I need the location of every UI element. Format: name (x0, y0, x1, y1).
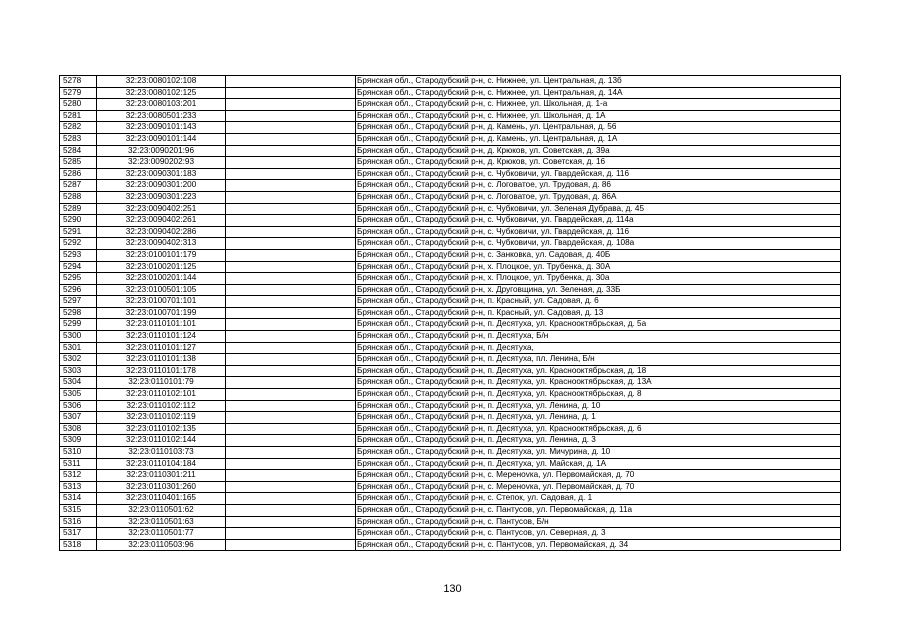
row-number-cell: 5289 (60, 203, 97, 215)
cadastral-number-cell: 32:23:0110101:124 (97, 331, 226, 343)
cadastral-number-cell: 32:23:0100701:199 (97, 307, 226, 319)
row-number-cell: 5280 (60, 99, 97, 111)
empty-cell (226, 238, 356, 250)
cadastral-number-cell: 32:23:0090402:261 (97, 215, 226, 227)
empty-cell (226, 110, 356, 122)
address-cell: Брянская обл., Стародубский р-н, с. Меренovка, ул. Первомайская, д. 70 (356, 481, 841, 493)
row-number-cell: 5310 (60, 447, 97, 459)
empty-cell (226, 76, 356, 88)
address-cell: Брянская обл., Стародубский р-н, п. Десятуха, ул. Краснооктябрьская, д. 18 (356, 365, 841, 377)
empty-cell (226, 528, 356, 540)
address-cell: Брянская обл., Стародубский р-н, п. Десятуха, ул. Краснооктябрьская, д. 6 (356, 423, 841, 435)
table-row (60, 504, 841, 516)
table-row (60, 99, 841, 111)
address-cell: Брянская обл., Стародубский р-н, х. Друговщина, ул. Зеленая, д. 33Б (356, 284, 841, 296)
table-row (60, 435, 841, 447)
address-cell: Брянская обл., Стародубский р-н, с. Чубковичи, ул. Гвардейская, д. 116 (356, 226, 841, 238)
address-cell: Брянская обл., Стародубский р-н, с. Занковка, ул. Садовая, д. 40Б (356, 249, 841, 261)
cadastral-number-cell: 32:23:0110102:144 (97, 435, 226, 447)
table-row (60, 180, 841, 192)
empty-cell (226, 342, 356, 354)
empty-cell (226, 99, 356, 111)
empty-cell (226, 481, 356, 493)
address-cell: Брянская обл., Стародубский р-н, с. Чубковичи, ул. Гвардейская, д. 116 (356, 168, 841, 180)
table-row (60, 412, 841, 424)
table-row (60, 261, 841, 273)
cadastral-number-cell: 32:23:0100201:125 (97, 261, 226, 273)
empty-cell (226, 435, 356, 447)
empty-cell (226, 354, 356, 366)
empty-cell (226, 168, 356, 180)
cadastral-number-cell: 32:23:0090101:144 (97, 133, 226, 145)
row-number-cell: 5309 (60, 435, 97, 447)
address-cell: Брянская обл., Стародубский р-н, с. Чубковичи, ул. Гвардейская, д. 108а (356, 238, 841, 250)
cadastral-number-cell: 32:23:0100201:144 (97, 273, 226, 285)
empty-cell (226, 458, 356, 470)
empty-cell (226, 493, 356, 505)
cadastral-number-cell: 32:23:0100501:105 (97, 284, 226, 296)
empty-cell (226, 412, 356, 424)
cadastral-number-cell: 32:23:0110102:119 (97, 412, 226, 424)
table-row (60, 539, 841, 551)
cadastral-number-cell: 32:23:0080103:201 (97, 99, 226, 111)
cadastral-number-cell: 32:23:0110101:101 (97, 319, 226, 331)
table-row (60, 470, 841, 482)
row-number-cell: 5297 (60, 296, 97, 308)
empty-cell (226, 539, 356, 551)
row-number-cell: 5290 (60, 215, 97, 227)
address-cell: Брянская обл., Стародубский р-н, п. Красный, ул. Садовая, д. 6 (356, 296, 841, 308)
empty-cell (226, 122, 356, 134)
row-number-cell: 5318 (60, 539, 97, 551)
cadastral-number-cell: 32:23:0110102:135 (97, 423, 226, 435)
empty-cell (226, 157, 356, 169)
row-number-cell: 5302 (60, 354, 97, 366)
cadastral-number-cell: 32:23:0110401:165 (97, 493, 226, 505)
table-row (60, 191, 841, 203)
table-row (60, 273, 841, 285)
table-row (60, 133, 841, 145)
empty-cell (226, 307, 356, 319)
address-cell: Брянская обл., Стародубский р-н, п. Красный, ул. Садовая, д. 13 (356, 307, 841, 319)
cadastral-number-cell: 32:23:0090202:93 (97, 157, 226, 169)
row-number-cell: 5291 (60, 226, 97, 238)
table-row (60, 307, 841, 319)
registry-table-body (60, 76, 841, 551)
table-row (60, 389, 841, 401)
row-number-cell: 5284 (60, 145, 97, 157)
cadastral-number-cell: 32:23:0110101:127 (97, 342, 226, 354)
table-row (60, 481, 841, 493)
cadastral-number-cell: 32:23:0110503:96 (97, 539, 226, 551)
table-row (60, 157, 841, 169)
row-number-cell: 5294 (60, 261, 97, 273)
table-row (60, 377, 841, 389)
table-row (60, 493, 841, 505)
row-number-cell: 5286 (60, 168, 97, 180)
cadastral-number-cell: 32:23:0110101:138 (97, 354, 226, 366)
row-number-cell: 5308 (60, 423, 97, 435)
address-cell: Брянская обл., Стародубский р-н, п. Десятуха, ул. Ленина, д. 3 (356, 435, 841, 447)
address-cell: Брянская обл., Стародубский р-н, с. Логоватое, ул. Трудовая, д. 86 (356, 180, 841, 192)
table-row (60, 203, 841, 215)
cadastral-number-cell: 32:23:0090301:223 (97, 191, 226, 203)
address-cell: Брянская обл., Стародубский р-н, д. Крюков, ул. Советская, д. 16 (356, 157, 841, 169)
cadastral-number-cell: 32:23:0110101:79 (97, 377, 226, 389)
cadastral-number-cell: 32:23:0080102:108 (97, 76, 226, 88)
row-number-cell: 5313 (60, 481, 97, 493)
table-row (60, 342, 841, 354)
row-number-cell: 5315 (60, 504, 97, 516)
empty-cell (226, 226, 356, 238)
address-cell: Брянская обл., Стародубский р-н, с. Пантусов, ул. Северная, д. 3 (356, 528, 841, 540)
registry-table (59, 75, 841, 551)
cadastral-number-cell: 32:23:0110301:260 (97, 481, 226, 493)
address-cell: Брянская обл., Стародубский р-н, с. Чубковичи, ул. Гвардейская, д. 114а (356, 215, 841, 227)
address-cell: Брянская обл., Стародубский р-н, п. Десятуха, ул. Краснооктябрьская, д. 5а (356, 319, 841, 331)
row-number-cell: 5295 (60, 273, 97, 285)
cadastral-number-cell: 32:23:0100101:179 (97, 249, 226, 261)
address-cell: Брянская обл., Стародубский р-н, п. Десятуха, (356, 342, 841, 354)
table-row (60, 365, 841, 377)
address-cell: Брянская обл., Стародубский р-н, д. Крюков, ул. Советская, д. 39а (356, 145, 841, 157)
empty-cell (226, 249, 356, 261)
empty-cell (226, 331, 356, 343)
row-number-cell: 5304 (60, 377, 97, 389)
empty-cell (226, 447, 356, 459)
row-number-cell: 5303 (60, 365, 97, 377)
table-row (60, 238, 841, 250)
row-number-cell: 5300 (60, 331, 97, 343)
table-row (60, 145, 841, 157)
row-number-cell: 5305 (60, 389, 97, 401)
row-number-cell: 5301 (60, 342, 97, 354)
address-cell: Брянская обл., Стародубский р-н, с. Нижнее, ул. Школьная, д. 1А (356, 110, 841, 122)
table-row (60, 249, 841, 261)
empty-cell (226, 319, 356, 331)
page-number: 130 (443, 583, 462, 595)
table-row (60, 447, 841, 459)
empty-cell (226, 377, 356, 389)
address-cell: Брянская обл., Стародубский р-н, п. Десятуха, ул. Краснооктябрьская, д. 13А (356, 377, 841, 389)
table-row (60, 122, 841, 134)
row-number-cell: 5285 (60, 157, 97, 169)
cadastral-number-cell: 32:23:0080501:233 (97, 110, 226, 122)
row-number-cell: 5316 (60, 516, 97, 528)
table-row (60, 168, 841, 180)
empty-cell (226, 215, 356, 227)
address-cell: Брянская обл., Стародубский р-н, п. Десятуха, Б/н (356, 331, 841, 343)
cadastral-number-cell: 32:23:0110301:211 (97, 470, 226, 482)
address-cell: Брянская обл., Стародубский р-н, п. Десятуха, ул. Ленина, д. 10 (356, 400, 841, 412)
empty-cell (226, 87, 356, 99)
cadastral-number-cell: 32:23:0080102:125 (97, 87, 226, 99)
cadastral-number-cell: 32:23:0110101:178 (97, 365, 226, 377)
cadastral-number-cell: 32:23:0090402:313 (97, 238, 226, 250)
row-number-cell: 5278 (60, 76, 97, 88)
table-row (60, 110, 841, 122)
table-row (60, 284, 841, 296)
table-row (60, 319, 841, 331)
address-cell: Брянская обл., Стародубский р-н, с. Пантусов, Б/н (356, 516, 841, 528)
empty-cell (226, 133, 356, 145)
empty-cell (226, 180, 356, 192)
cadastral-number-cell: 32:23:0090301:200 (97, 180, 226, 192)
row-number-cell: 5292 (60, 238, 97, 250)
table-row (60, 226, 841, 238)
table-row (60, 215, 841, 227)
address-cell: Брянская обл., Стародубский р-н, п. Десятуха, ул. Ленина, д. 1 (356, 412, 841, 424)
empty-cell (226, 261, 356, 273)
table-row (60, 423, 841, 435)
row-number-cell: 5279 (60, 87, 97, 99)
empty-cell (226, 516, 356, 528)
cadastral-number-cell: 32:23:0090201:96 (97, 145, 226, 157)
row-number-cell: 5306 (60, 400, 97, 412)
table-row (60, 516, 841, 528)
address-cell: Брянская обл., Стародубский р-н, п. Десятуха, пл. Ленина, Б/н (356, 354, 841, 366)
row-number-cell: 5299 (60, 319, 97, 331)
cadastral-number-cell: 32:23:0110501:63 (97, 516, 226, 528)
row-number-cell: 5293 (60, 249, 97, 261)
address-cell: Брянская обл., Стародубский р-н, с. Логоватое, ул. Трудовая, д. 86А (356, 191, 841, 203)
address-cell: Брянская обл., Стародубский р-н, п. Десятуха, ул. Мичурина, д. 10 (356, 447, 841, 459)
address-cell: Брянская обл., Стародубский р-н, х. Плоцкое, ул. Трубенка, д. 30А (356, 261, 841, 273)
address-cell: Брянская обл., Стародубский р-н, с. Чубковичи, ул. Зеленая Дубрава, д. 45 (356, 203, 841, 215)
empty-cell (226, 365, 356, 377)
empty-cell (226, 400, 356, 412)
empty-cell (226, 273, 356, 285)
row-number-cell: 5314 (60, 493, 97, 505)
empty-cell (226, 423, 356, 435)
table-row (60, 528, 841, 540)
cadastral-number-cell: 32:23:0110102:112 (97, 400, 226, 412)
cadastral-number-cell: 32:23:0110501:77 (97, 528, 226, 540)
row-number-cell: 5281 (60, 110, 97, 122)
row-number-cell: 5312 (60, 470, 97, 482)
empty-cell (226, 470, 356, 482)
row-number-cell: 5296 (60, 284, 97, 296)
empty-cell (226, 296, 356, 308)
address-cell: Брянская обл., Стародубский р-н, с. Пантусов, ул. Первомайская, д. 34 (356, 539, 841, 551)
row-number-cell: 5317 (60, 528, 97, 540)
address-cell: Брянская обл., Стародубский р-н, с. Степок, ул. Садовая, д. 1 (356, 493, 841, 505)
address-cell: Брянская обл., Стародубский р-н, д. Камень, ул. Центральная, д. 1А (356, 133, 841, 145)
cadastral-number-cell: 32:23:0110102:101 (97, 389, 226, 401)
address-cell: Брянская обл., Стародубский р-н, с. Нижнее, ул. Центральная, д. 14А (356, 87, 841, 99)
row-number-cell: 5287 (60, 180, 97, 192)
table-row (60, 76, 841, 88)
table-row (60, 87, 841, 99)
cadastral-number-cell: 32:23:0110103:73 (97, 447, 226, 459)
table-row (60, 458, 841, 470)
empty-cell (226, 145, 356, 157)
cadastral-number-cell: 32:23:0090402:251 (97, 203, 226, 215)
address-cell: Брянская обл., Стародубский р-н, с. Нижнее, ул. Центральная, д. 13б (356, 76, 841, 88)
empty-cell (226, 203, 356, 215)
cadastral-number-cell: 32:23:0110501:62 (97, 504, 226, 516)
address-cell: Брянская обл., Стародубский р-н, с. Меренovка, ул. Первомайская, д. 70 (356, 470, 841, 482)
table-row (60, 331, 841, 343)
address-cell: Брянская обл., Стародубский р-н, с. Нижнее, ул. Школьная, д. 1-а (356, 99, 841, 111)
empty-cell (226, 389, 356, 401)
row-number-cell: 5283 (60, 133, 97, 145)
cadastral-number-cell: 32:23:0100701:101 (97, 296, 226, 308)
empty-cell (226, 191, 356, 203)
row-number-cell: 5311 (60, 458, 97, 470)
row-number-cell: 5307 (60, 412, 97, 424)
address-cell: Брянская обл., Стародубский р-н, д. Камень, ул. Центральная, д. 56 (356, 122, 841, 134)
row-number-cell: 5282 (60, 122, 97, 134)
address-cell: Брянская обл., Стародубский р-н, п. Десятуха, ул. Майская, д. 1А (356, 458, 841, 470)
row-number-cell: 5288 (60, 191, 97, 203)
empty-cell (226, 284, 356, 296)
cadastral-number-cell: 32:23:0110104:184 (97, 458, 226, 470)
cadastral-number-cell: 32:23:0090101:143 (97, 122, 226, 134)
cadastral-number-cell: 32:23:0090301:183 (97, 168, 226, 180)
address-cell: Брянская обл., Стародубский р-н, х. Плоцкое, ул. Трубенка, д. 30а (356, 273, 841, 285)
empty-cell (226, 504, 356, 516)
cadastral-number-cell: 32:23:0090402:286 (97, 226, 226, 238)
address-cell: Брянская обл., Стародубский р-н, с. Пантусов, ул. Первомайская, д. 11а (356, 504, 841, 516)
table-row (60, 296, 841, 308)
table-row (60, 400, 841, 412)
table-row (60, 354, 841, 366)
row-number-cell: 5298 (60, 307, 97, 319)
address-cell: Брянская обл., Стародубский р-н, п. Десятуха, ул. Краснооктябрьская, д. 8 (356, 389, 841, 401)
